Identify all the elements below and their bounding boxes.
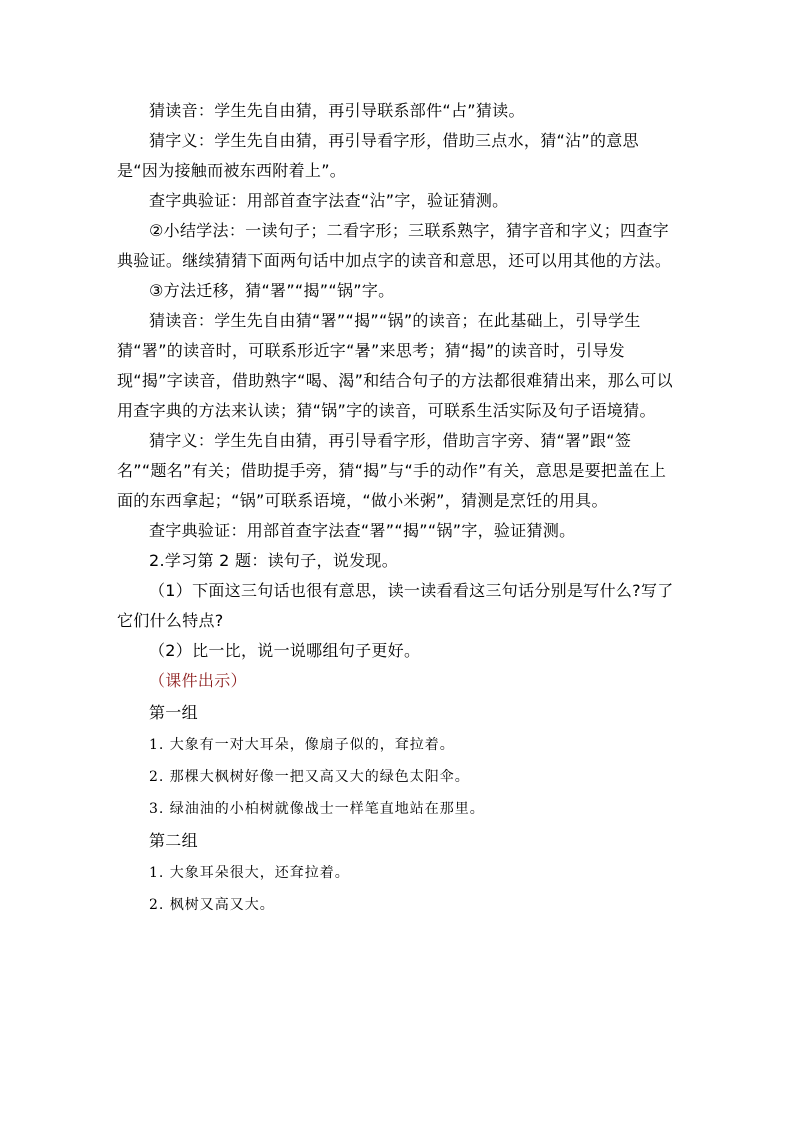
group-1-title: 第一组	[149, 703, 198, 722]
paragraph-section-2: 2.学习第 2 题：读句子，说发现。	[149, 551, 399, 570]
group-1-sentence: 3. 绿油油的小柏树就像战士一样笔直地站在那里。	[149, 801, 485, 817]
paragraph-guess-meaning: 猜字义：学生先自由猜，再引导看字形，借助三点水，猜“沾”的意思是“因为接触而被东西附着上”。	[117, 131, 639, 180]
group-2-sentence: 1. 大象耳朵很大，还耷拉着。	[149, 865, 350, 881]
paragraph-guess-meaning-2: 猜字义：学生先自由猜，再引导看字形，借助言字旁、猜“署”跟“签名”“题名”有关；借助提手旁，猜“揭”与“手的动作”有关，意思是要把盖在上面的东西拿起；“锅”可联系语境，“做小米粥”，猜测是烹饪的用具。	[117, 431, 667, 510]
document-body	[117, 96, 677, 920]
group-2-sentence: 2. 枫树又高又大。	[149, 897, 275, 913]
paragraph-courseware-note: （课件出示）	[149, 671, 247, 690]
paragraph-guess-pronunciation-2: 猜读音：学生先自由猜“署”“揭”“锅”的读音；在此基础上，引导学生猜“署”的读音时，可联系形近字“暑”来思考；猜“揭”的读音时，引导发现“揭”字读音，借助熟字“喝、渴”和结合句子的方法都很难猜出来，那么可以用查字典的方法来认读；猜“锅”字的读音，可联系生活实际及句子语境猜。	[117, 311, 673, 420]
group-1-sentence: 2. 那棵大枫树好像一把又高又大的绿色太阳伞。	[149, 769, 470, 785]
paragraph-question-1: （1）下面这三句话也很有意思，读一读看看这三句话分别是写什么?写了它们什么特点?	[117, 581, 674, 630]
group-2-title: 第二组	[149, 831, 198, 850]
paragraph-question-2: （2）比一比，说一说哪组句子更好。	[149, 641, 421, 660]
paragraph-dictionary-check-2: 查字典验证：用部首查字法查“署”“揭”“锅”字，验证猜测。	[149, 521, 576, 540]
paragraph-dictionary-check: 查字典验证：用部首查字法查“沾”字，验证猜测。	[149, 191, 509, 210]
paragraph-guess-pronunciation: 猜读音：学生先自由猜，再引导联系部件“占”猜读。	[149, 101, 525, 120]
group-1-sentence: 1. 大象有一对大耳朵，像扇子似的，耷拉着。	[149, 737, 455, 753]
paragraph-method-transfer: ③方法迁移，猜“署”“揭”“锅”字。	[149, 281, 395, 300]
paragraph-summary-method: ②小结学法：一读句子；二看字形；三联系熟字，猜字音和字义；四查字典验证。继续猜猜下面两句话中加点字的读音和意思，还可以用其他的方法。	[117, 221, 672, 270]
